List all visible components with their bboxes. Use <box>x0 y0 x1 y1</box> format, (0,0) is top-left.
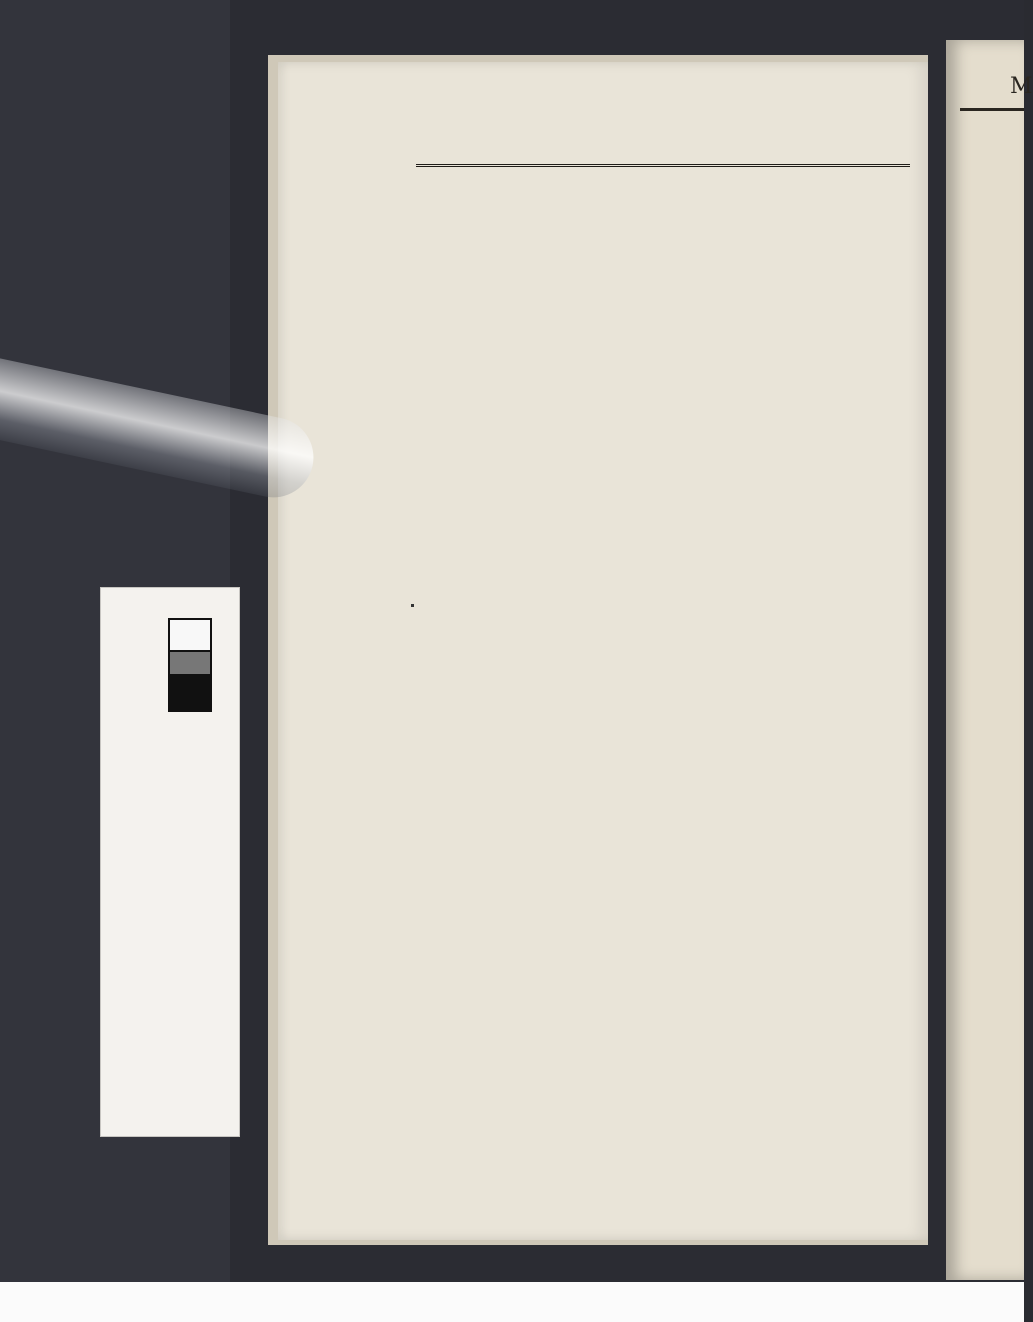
book-page <box>278 62 928 1240</box>
ink-dot <box>411 604 414 607</box>
footer-bar <box>0 1282 1024 1322</box>
swatch-black <box>168 674 212 712</box>
header-rule <box>416 164 910 167</box>
swatch-gray <box>168 650 212 676</box>
facing-page-rule <box>960 108 1024 111</box>
swatch-white <box>168 618 212 652</box>
facing-page-header: Μ <box>1010 74 1033 99</box>
ruler-ticks <box>168 790 228 1115</box>
facing-page <box>946 40 1024 1280</box>
barcode-icon <box>8 1289 48 1315</box>
